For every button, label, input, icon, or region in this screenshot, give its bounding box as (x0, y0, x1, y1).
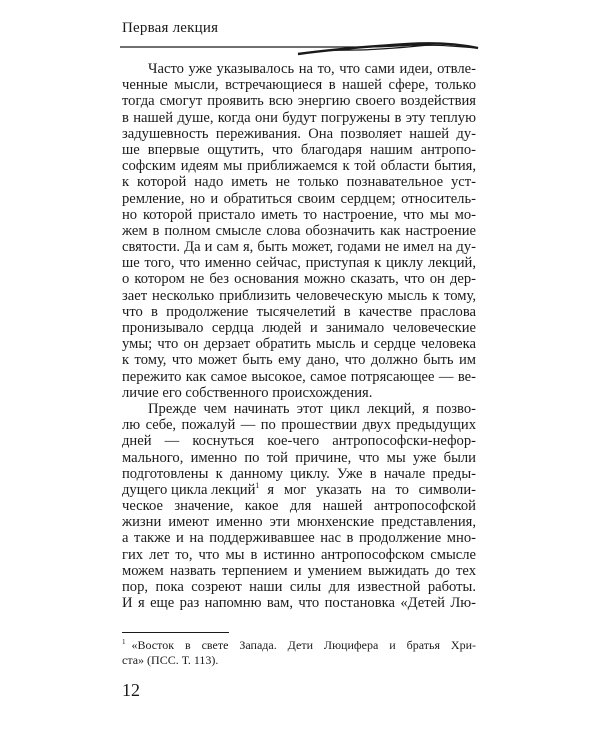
text-line: но которой пристало иметь то настроение, что мы мо- (122, 206, 476, 223)
text-line (122, 482, 476, 498)
text-line: что в продолжение тысячелетий в качестве праслова (122, 303, 476, 320)
footnote-line: ста» (ПСС. Т. 113). (122, 653, 219, 667)
text-line: личие его собственного происхождения. (122, 384, 373, 401)
text-line: ченные мысли, встречающиеся в нашей сфере, только (122, 77, 476, 94)
text-line: Прежде чем начинать этот цикл лекций, я позво- (148, 400, 476, 417)
text-line: святости. Да и сам я, быть может, годами не имел на ду- (122, 239, 476, 256)
text-fragment: я мог указать на то символи- (267, 481, 476, 498)
text-line: ремление, но и обратиться своим сердцем; относитель- (122, 190, 476, 207)
text-line: пор, пока созреют наши силы для известной работы. (122, 579, 476, 595)
header-swash-ornament (118, 38, 480, 58)
running-header: Первая лекция (122, 20, 219, 36)
footnote-marker: 1 (122, 638, 126, 646)
text-line: зает несколько приблизить человеческую мысль к тому, (122, 287, 476, 304)
text-line: к тому, что может быть ему дано, что должно быть им (122, 352, 476, 369)
text-line: жизни имеют именно эти мюнхенские представления, (122, 514, 476, 531)
text-line: в нашей душе, когда они будут погружены в эту теплую (122, 109, 476, 126)
text-line: а также и на поддерживавшее нас в продолжение мно- (122, 530, 476, 547)
text-line: И я еще раз напомню вам, что постановка «Детей Лю- (122, 595, 476, 612)
footnote-text: «Восток в свете Запада. Дети Люцифера и братья Хри- (131, 638, 476, 652)
text-segment (122, 482, 259, 498)
footnote (122, 638, 476, 668)
footnote-reference[interactable]: 1 (255, 481, 260, 491)
text-line: ше того, что именно сейчас, приступая к циклу лекций, (122, 255, 476, 272)
text-line: к которой надо иметь не только познавательное уст- (122, 174, 476, 191)
text-line: софским идеям мы приближаемся к той области бытия, (122, 158, 476, 175)
footnote-line (122, 638, 476, 653)
text-line: умы; что он дерзает обратить мысль и сердце человека (122, 336, 476, 353)
text-line: задушевность переживания. Она позволяет нашей ду- (122, 125, 476, 142)
text-line: подготовлены к данному циклу. Уже в начале преды- (122, 465, 476, 482)
text-line: тогда смогут проявить всю энергию своего воздействия (122, 93, 476, 110)
text-line: дней — коснуться кое-чего антропософски-нефор- (122, 433, 476, 450)
text-line: пережито как самое высокое, самое потрясающее — ве- (122, 368, 476, 385)
text-line: гих лет то, что мы в истинно антропософском смысле (122, 546, 476, 563)
text-line: ше впервые ощутить, что благодаря нашим антропо- (122, 141, 476, 158)
body-text (122, 61, 476, 611)
text-line: о котором не без основания можно сказать, что он дер- (122, 271, 476, 288)
text-line: можем назвать терпением и умением выжидать до тех (122, 562, 476, 579)
text-line: мального, именно по той причине, что мы уже были (122, 449, 476, 466)
text-line: жем в полном смысле слова обозначить как настроение (122, 222, 476, 239)
text-line: ческое значение, какое для нашей антропософской (122, 498, 476, 515)
page-number: 12 (122, 680, 140, 700)
text-fragment: дущего цикла лекций (122, 481, 256, 498)
text-line: лю себе, пожалуй — по прошествии двух предыдущих (122, 417, 476, 434)
footnote-divider (122, 632, 229, 633)
text-line: Часто уже указывалось на то, что сами идеи, отвле- (148, 61, 476, 77)
text-line: пронизывало сердца людей и занимало человеческие (122, 320, 476, 336)
